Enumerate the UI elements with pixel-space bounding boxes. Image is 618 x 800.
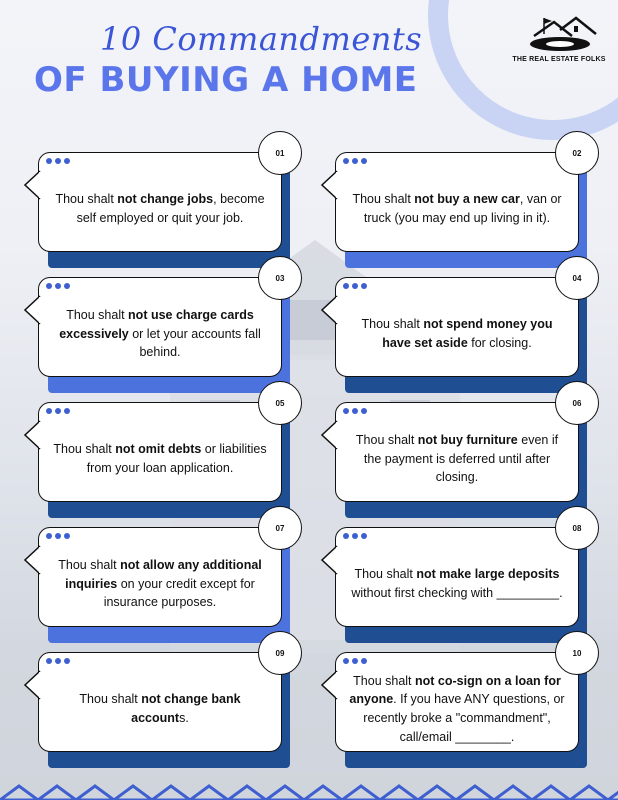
text-pre: Thou shalt — [355, 432, 418, 447]
text-post: for closing. — [467, 336, 532, 350]
text-bold: not use charge cards excessively — [59, 307, 254, 341]
commandment-text — [51, 550, 269, 618]
logo — [500, 12, 618, 82]
zigzag-triangle — [0, 786, 38, 800]
zigzag-triangle — [380, 786, 418, 800]
commandment-card — [335, 398, 582, 502]
commandment-text — [51, 425, 269, 493]
zigzag-triangle — [608, 786, 618, 800]
card-body — [38, 648, 285, 752]
card-body — [38, 398, 285, 502]
commandment-card — [335, 273, 582, 377]
speech-tail — [24, 169, 41, 201]
text-post: on your credit except for insurance purposes. — [103, 576, 255, 610]
dots-icon — [343, 158, 367, 164]
text-post: s. — [179, 711, 189, 725]
text-post: without first checking with _________. — [351, 586, 563, 600]
commandment-text — [51, 675, 269, 743]
speech-tail — [321, 544, 338, 576]
dots-icon — [46, 408, 70, 414]
dots-icon — [343, 533, 367, 539]
card-body — [38, 148, 285, 252]
dots-icon — [46, 658, 70, 664]
card-body — [335, 273, 582, 377]
dots-icon — [343, 408, 367, 414]
text-pre: Thou shalt — [53, 442, 116, 457]
text-bold: not buy a new car — [414, 192, 520, 207]
speech-tail — [24, 294, 41, 326]
dots-icon — [343, 658, 367, 664]
commandment-number: 09 — [258, 631, 302, 675]
zigzag-triangle — [342, 786, 380, 800]
card-body — [335, 148, 582, 252]
dots-icon — [46, 533, 70, 539]
commandment-number: 02 — [555, 131, 599, 175]
commandment-text — [348, 550, 566, 618]
text-bold: not make large deposits — [416, 567, 560, 582]
text-pre: Thou shalt — [354, 567, 417, 582]
speech-tail — [24, 419, 41, 451]
speech-tail — [321, 169, 338, 201]
commandment-text — [51, 175, 269, 243]
zigzag-triangle — [532, 786, 570, 800]
speech-tail — [24, 544, 41, 576]
text-post: , van or truck (you may end up living in it). — [363, 192, 562, 225]
title-script: 10 Commandments — [100, 20, 423, 58]
text-pre: Thou shalt — [79, 692, 142, 707]
text-bold: not change jobs — [117, 192, 214, 207]
commandment-text — [348, 300, 566, 368]
zigzag-triangle — [570, 786, 608, 800]
text-bold: not omit debts — [115, 442, 202, 457]
text-pre: Thou shalt — [58, 557, 121, 572]
card-body — [335, 398, 582, 502]
text-bold: not spend money you have set aside — [382, 317, 553, 350]
zigzag-triangle — [228, 786, 266, 800]
text-pre: Thou shalt — [353, 673, 415, 688]
commandment-number: 03 — [258, 256, 302, 300]
commandment-card — [335, 148, 582, 252]
card-body — [38, 523, 285, 627]
text-post: or liabilities from your loan application. — [86, 442, 267, 475]
commandment-text — [348, 425, 566, 493]
dots-icon — [343, 283, 367, 289]
text-pre: Thou shalt — [66, 307, 129, 322]
commandment-card — [335, 648, 582, 752]
text-pre: Thou shalt — [55, 192, 118, 207]
dots-icon — [46, 158, 70, 164]
zigzag-triangle — [38, 786, 76, 800]
commandment-number: 05 — [258, 381, 302, 425]
commandment-card — [38, 398, 285, 502]
speech-tail — [321, 294, 338, 326]
zigzag-triangle — [494, 786, 532, 800]
text-post: or let your accounts fall behind. — [128, 326, 261, 360]
speech-tail — [24, 669, 41, 701]
commandment-number: 06 — [555, 381, 599, 425]
text-bold: not buy furniture — [417, 432, 518, 447]
commandment-card — [38, 648, 285, 752]
house-logo-icon — [514, 12, 604, 54]
speech-tail — [321, 669, 338, 701]
commandment-card — [38, 273, 285, 377]
text-pre: Thou shalt — [352, 192, 415, 207]
dots-icon — [46, 283, 70, 289]
card-body — [38, 273, 285, 377]
logo-text: THE REAL ESTATE FOLKS — [512, 56, 606, 63]
zigzag-triangle — [114, 786, 152, 800]
text-bold: not co-sign on a loan for anyone — [349, 673, 561, 707]
commandment-number: 07 — [258, 506, 302, 550]
zigzag-border — [0, 784, 618, 800]
commandment-text — [348, 675, 566, 743]
card-body — [335, 648, 582, 752]
card-body — [335, 523, 582, 627]
text-pre: Thou shalt — [361, 317, 424, 332]
zigzag-triangle — [456, 786, 494, 800]
zigzag-triangle — [152, 786, 190, 800]
commandment-number: 04 — [555, 256, 599, 300]
commandment-number: 10 — [555, 631, 599, 675]
speech-tail — [321, 419, 338, 451]
text-bold: not change bank account — [131, 692, 241, 725]
text-post: even if the payment is deferred until after closing. — [363, 432, 559, 485]
commandment-text — [51, 300, 269, 368]
zigzag-triangle — [418, 786, 456, 800]
commandment-number: 08 — [555, 506, 599, 550]
page-title: OF BUYING A HOME — [34, 60, 418, 100]
commandment-card — [38, 523, 285, 627]
commandment-text — [348, 175, 566, 243]
text-post: , become self employed or quit your job. — [76, 192, 265, 225]
zigzag-triangle — [304, 786, 342, 800]
zigzag-triangle — [190, 786, 228, 800]
zigzag-triangle — [266, 786, 304, 800]
text-post: . If you have ANY questions, or recently broke a "commandment", call/email ________. — [363, 692, 565, 744]
zigzag-triangle — [76, 786, 114, 800]
text-bold: not allow any additional inquiries — [65, 557, 262, 591]
commandment-card — [38, 148, 285, 252]
commandment-card — [335, 523, 582, 627]
commandment-number: 01 — [258, 131, 302, 175]
